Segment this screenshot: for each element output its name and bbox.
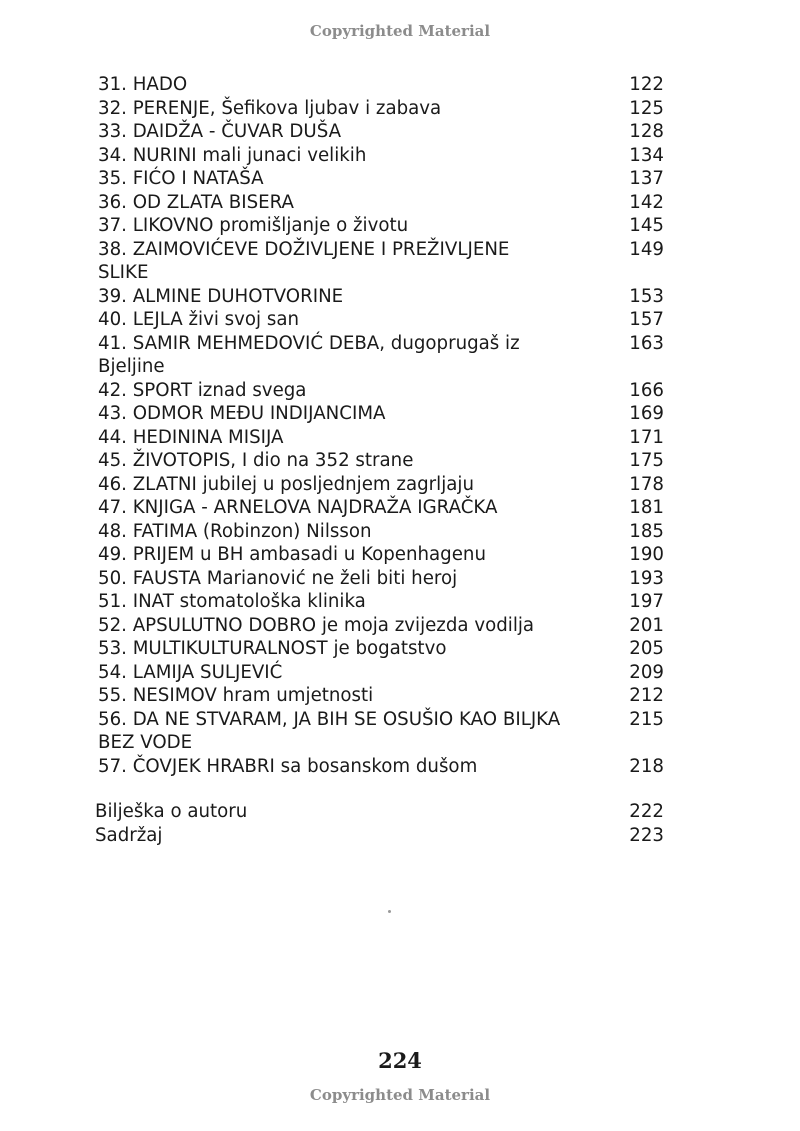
toc-entry (98, 496, 664, 520)
toc-entry (98, 308, 664, 332)
toc-entry-title: 42. SPORT iznad svega (98, 379, 307, 401)
toc-entry-title: 57. ČOVJEK HRABRI sa bosanskom dušom (98, 755, 478, 777)
toc-entry-page: 178 (629, 473, 664, 495)
toc-entry (98, 120, 664, 144)
toc-entry (98, 285, 664, 309)
toc-entry-page: 223 (629, 824, 664, 846)
toc-entry-page: 137 (629, 168, 664, 189)
toc-entry (98, 73, 664, 97)
toc-entry (98, 97, 664, 121)
toc-entry (98, 520, 664, 544)
toc-entry-title: 52. APSULUTNO DOBRO je moja zvijezda vodilja (98, 614, 535, 636)
toc-entry-page: 125 (629, 97, 664, 119)
toc-entry (98, 191, 664, 215)
toc-entry (98, 543, 664, 567)
toc-entry (98, 426, 664, 450)
toc-entry-page: 193 (629, 567, 664, 589)
toc-chapter-list (98, 73, 664, 778)
toc-entry-page: 175 (629, 450, 664, 471)
toc-entry-title: 39. ALMINE DUHOTVORINE (98, 285, 344, 307)
toc-entry-title: 54. LAMIJA SULJEVIĆ (98, 661, 283, 683)
toc-entry (95, 800, 664, 824)
toc-entry-page: 185 (629, 520, 664, 542)
toc-entry-title: Sadržaj (95, 824, 163, 846)
toc-entry-page: 190 (629, 544, 664, 565)
toc-entry-title: 34. NURINI mali junaci velikih (98, 144, 367, 166)
toc-entry-title: 43. ODMOR MEĐU INDIJANCIMA (98, 403, 386, 424)
copyright-watermark-bottom: Copyrighted Material (309, 1086, 491, 1104)
toc-entry (98, 473, 664, 497)
toc-entry (98, 567, 664, 591)
toc-entry-page: 149 (629, 238, 664, 260)
toc-entry-page: 145 (629, 215, 664, 236)
toc-entry-page: 205 (629, 638, 664, 659)
toc-spacer (98, 778, 664, 800)
toc-entry-title: 49. PRIJEM u BH ambasadi u Kopenhagenu (98, 544, 486, 565)
toc-entry-title: 48. FATIMA (Robinzon) Nilsson (98, 520, 372, 542)
copyright-watermark-top: Copyrighted Material (309, 22, 491, 40)
toc-entry-title: 37. LIKOVNO promišljanje o životu (98, 215, 409, 236)
toc-entry-page: 166 (629, 379, 664, 401)
toc-entry (98, 637, 664, 661)
toc-entry (98, 379, 664, 403)
toc-entry-title: 44. HEDININA MISIJA (98, 426, 284, 448)
toc-entry-page: 142 (629, 191, 664, 213)
toc-entry (98, 214, 664, 238)
toc-entry (98, 238, 664, 285)
toc-entry (98, 167, 664, 191)
toc-entry (98, 590, 664, 614)
toc-entry (95, 824, 664, 848)
toc-entry-title: 36. OD ZLATA BISERA (98, 191, 294, 213)
toc-entry (98, 449, 664, 473)
toc-entry (98, 661, 664, 685)
toc-entry-title: 51. INAT stomatološka klinika (98, 591, 366, 612)
toc-entry (98, 708, 664, 755)
toc-entry-title: 38. ZAIMOVIĆEVE DOŽIVLJENE I PREŽIVLJENE SLIKE (98, 238, 510, 283)
toc-entry-page: 215 (629, 708, 664, 730)
toc-entry-title: 46. ZLATNI jubilej u posljednjem zagrljaju (98, 473, 474, 495)
toc-entry (98, 332, 664, 379)
toc-entry-page: 212 (629, 685, 664, 706)
toc-entry-title: 53. MULTIKULTURALNOST je bogatstvo (98, 638, 447, 659)
toc-entry-title: 32. PERENJE, Šefikova ljubav i zabava (98, 97, 442, 119)
toc-entry-page: 181 (629, 497, 664, 518)
toc-entry-title: 47. KNJIGA - ARNELOVA NAJDRAŽA IGRAČKA (98, 497, 498, 518)
scan-speck (388, 910, 391, 913)
toc-entry-title: 56. DA NE STVARAM, JA BIH SE OSUŠIO KAO BILJKA BEZ VODE (98, 708, 561, 753)
toc-entry-title: 31. HADO (98, 74, 188, 95)
toc-entry (98, 402, 664, 426)
toc-entry-page: 122 (629, 74, 664, 95)
toc-entry-page: 157 (629, 309, 664, 330)
toc-entry (98, 614, 664, 638)
toc-entry-page: 153 (629, 285, 664, 307)
toc-entry (98, 144, 664, 168)
toc-entry-title: Bilješka o autoru (95, 801, 248, 822)
toc-entry-page: 169 (629, 403, 664, 424)
toc-entry (98, 755, 664, 779)
toc-entry-title: 40. LEJLA živi svoj san (98, 309, 300, 330)
toc-entry-title: 35. FIĆO I NATAŠA (98, 168, 264, 189)
toc-entry-page: 163 (629, 332, 664, 354)
toc-entry (98, 684, 664, 708)
toc-entry-page: 222 (629, 801, 664, 822)
toc-entry-page: 197 (629, 591, 664, 612)
toc-entry-title: 55. NESIMOV hram umjetnosti (98, 685, 374, 706)
page-number: 224 (378, 1048, 422, 1073)
toc-entry-page: 134 (629, 144, 664, 166)
toc-entry-title: 33. DAIDŽA - ČUVAR DUŠA (98, 121, 342, 142)
toc-entry-page: 128 (629, 121, 664, 142)
toc-appendix-list (95, 800, 664, 847)
toc-entry-page: 209 (629, 661, 664, 683)
table-of-contents (95, 73, 664, 847)
toc-entry-page: 171 (629, 426, 664, 448)
toc-entry-title: 50. FAUSTA Marianović ne želi biti heroj (98, 567, 458, 589)
toc-entry-page: 201 (629, 614, 664, 636)
toc-entry-page: 218 (629, 755, 664, 777)
toc-entry-title: 45. ŽIVOTOPIS, I dio na 352 strane (98, 450, 414, 471)
toc-entry-title: 41. SAMIR MEHMEDOVIĆ DEBA, dugoprugaš iz Bjeljine (98, 332, 520, 377)
